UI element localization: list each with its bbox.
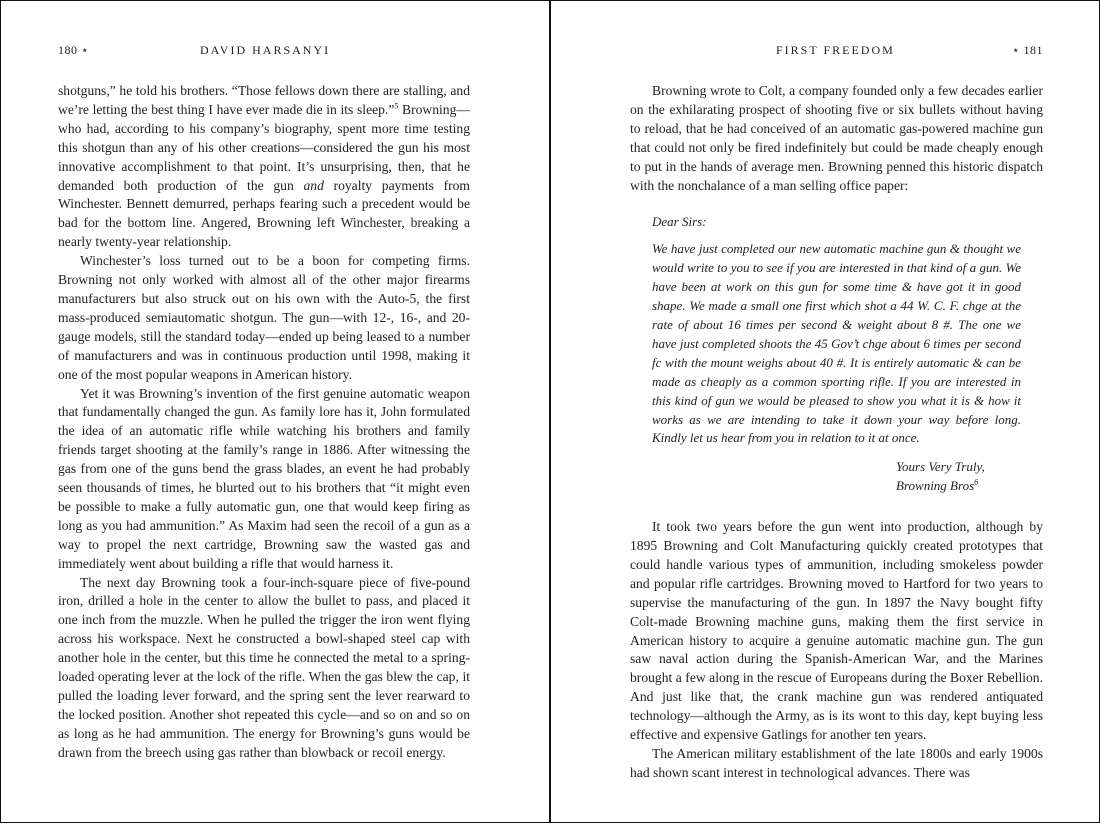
letter-signature-line xyxy=(896,477,1021,496)
page-number: ⋆ 181 xyxy=(1011,43,1043,57)
paragraph: Winchester’s loss turned out to be a boon for competing firms. Browning not only worked with almost all of the other major firearms manufacturers but also struck out on his own with the Auto-5, the first mass-produced semiautomatic shotgun. The gun—with 12-, 16-, and 20-gauge models, still the standard today—ended up being leased to a number of manufacturers and was in continuous production until 1998, making it one of the most popular weapons in American history. xyxy=(58,253,470,382)
paragraph: The next day Browning took a four-inch-square piece of five-pound iron, drilled a hole in the center to allow the bullet to pass, and placed it one inch from the muzzle. When he pulled the trigger the iron went flying across his workspace. Next he constructed a bowl-shaped steel cap with another hole in the center, but this time he connected the metal to a spring-loaded operating lever at the lock of the rifle. When the gas blew the cap, it pulled the loading lever forward, and the spring sent the lever rearward to the locked position. Another shot repeated this cycle—and so on and so on as long as he had ammunition. The energy for Browning’s guns would be drawn from the breech using gas rather than blowback or recoil energy. xyxy=(58,574,470,760)
footnote-marker: 6 xyxy=(974,477,979,487)
right-page-body xyxy=(630,82,1043,783)
paragraph xyxy=(58,82,470,252)
letter-signature: Browning Bros xyxy=(896,478,975,494)
left-page-body xyxy=(58,82,470,763)
page-number: 180 ⋆ xyxy=(58,43,90,57)
running-head-title: FIRST FREEDOM xyxy=(776,43,895,57)
quoted-letter xyxy=(630,213,1043,496)
paragraph-text: shotguns,” he told his brothers. “Those fellows down there are stalling, and we’re letting the best thing I have ever made die in its sleep.” xyxy=(58,83,470,117)
right-page-header xyxy=(630,43,1043,59)
letter-closing: Yours Very Truly, xyxy=(896,459,985,475)
right-page xyxy=(630,0,1043,825)
paragraph: Browning wrote to Colt, a company founded only a few decades earlier on the exhilarating prospect of shooting five or six bullets without having to reload, that he had conceived of an automatic gas-powered machine gun that could not only be fired indefinitely but could be made cheaply enough to put in the hands of average men. Browning penned this historic dispatch with the nonchalance of a man selling office paper: xyxy=(630,83,1043,193)
paragraph: Yet it was Browning’s invention of the first genuine automatic weapon that fundamentally changed the gun. As family lore has it, John formulated the idea of an automatic rifle while watching his brothers and family friends target shooting at the family’s range in 1886. After witnessing the gas from one of the guns bend the grass blades, an event he had probably seen thousands of times, he blurted out to his brothers that “it might even be possible to make a fully automatic gun, one that would keep firing as long as you had ammunition.” As Maxim had seen the recoil of a gun as a way to propel the next cartridge, Browning saw the wasted gas and immediately went about building a rifle that would harness it. xyxy=(58,385,470,571)
paragraph-text: royalty payments from Winchester. Bennett demurred, perhaps fearing such a precedent would be bad for the bottom line. Angered, Browning left Winchester, breaking a nearly twenty-year relationship. xyxy=(58,177,470,250)
paragraph: It took two years before the gun went into production, although by 1895 Browning and Colt Manufacturing quickly created prototypes that could handle various types of ammunition, including smokeless powder and popular rifle cartridges. Browning moved to Hartford for two years to supervise the manufacturing of the gun. In 1897 the Navy bought fifty Colt-made Browning machine guns, making them the first service in American history to acquire a genuine automatic machine gun. The gun saw naval action during the Spanish-American War, and the Marines brought a few along in the rescue of Europeans during the Boxer Rebellion. And just like that, the crank machine gun was rendered antiquated technology—although the Army, as is its wont to this day, kept buying less effective and expensive Gatlings for another ten years. xyxy=(630,519,1043,743)
letter-salutation: Dear Sirs: xyxy=(652,214,707,230)
paragraph-text: Browning—who had, according to his company’s biography, spent more time testing this shotgun than any of his other creations—considered the gun his most innovative accomplishment to that point. It’s unsurprising, then, that he demanded both production of the gun xyxy=(58,101,470,193)
italic-emphasis: and xyxy=(303,177,324,193)
running-head-author: DAVID HARSANYI xyxy=(200,43,331,57)
left-page-header xyxy=(58,43,470,59)
letter-signoff xyxy=(652,458,1021,496)
letter-body: We have just completed our new automatic machine gun & thought we would write to you to see if you are interested in that kind of a gun. We have been at work on this gun for some time & have got it in good shape. We made a small one first which shot a 44 W. C. F. chge at the rate of about 16 times per second & weight about 8 #. The one we have just completed shoots the 45 Gov’t chge about 6 times per second fc with the mount weighs about 40 #. It is entirely automatic & can be made as cheaply as a common sporting rifle. If you are interested in this kind of gun we would be pleased to show you what it is & how it works as we are intending to take it down your way before long. Kindly let us hear from you in relation to it at once. xyxy=(652,241,1021,446)
footnote-marker: 5 xyxy=(394,101,399,111)
left-page xyxy=(58,0,470,825)
paragraph: The American military establishment of the late 1800s and early 1900s had shown scant interest in technological advances. There was xyxy=(630,746,1043,780)
